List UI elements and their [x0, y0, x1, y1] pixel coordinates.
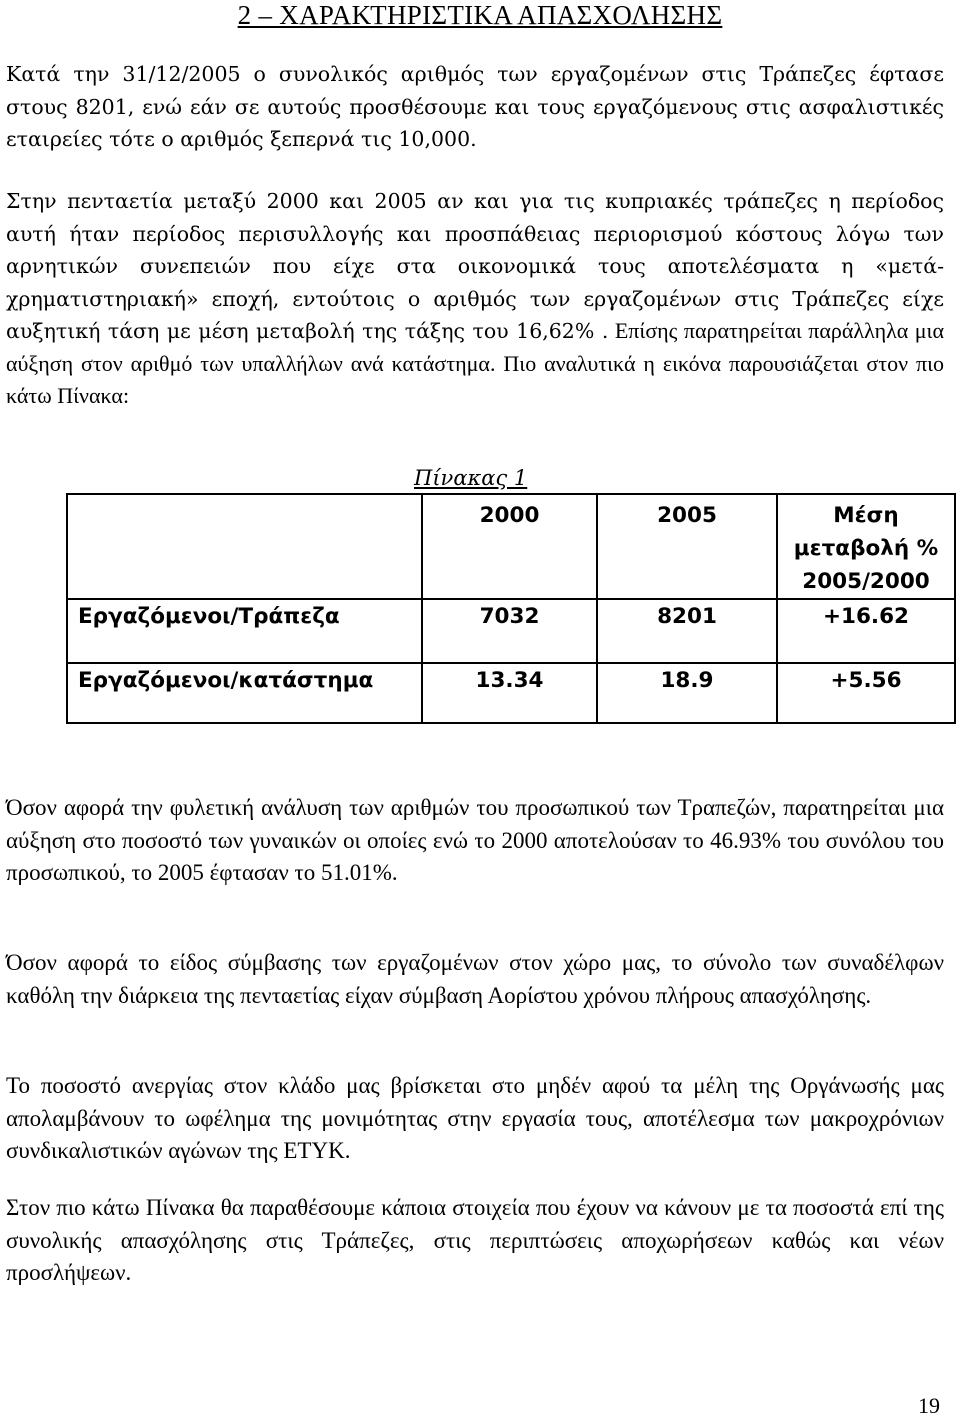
- table-header-change-line2: μεταβολή %: [793, 536, 939, 561]
- table-header-row: [67, 494, 955, 599]
- paragraph-gender-analysis: Όσον αφορά την φυλετική ανάλυση των αριθμών του προσωπικού των Τραπεζών, παρατηρείται μια αύξηση στο ποσοστό των γυναικών οι οποίες ενώ το 2000 αποτελούσαν το 46.93% του συνόλου του προσωπικού, το 2005 έφτασαν το 51.01%.: [6, 795, 944, 885]
- paragraph-contract-type: Όσον αφορά το είδος σύμβασης των εργαζομένων στον χώρο μας, το σύνολο των συναδέλφων καθόλη την διάρκεια της πενταετίας είχαν σύμβαση Αορίστου χρόνου πλήρους απασχόλησης.: [6, 950, 944, 1008]
- row-value-2000: 7032: [422, 599, 597, 663]
- row-value-2000: 13.34: [422, 663, 597, 723]
- employment-table: [66, 493, 956, 724]
- table-header-change: [777, 494, 955, 599]
- table-header-2000: 2000: [422, 494, 597, 599]
- table-header-change-line3: 2005/2000: [802, 569, 930, 594]
- row-label: Εργαζόμενοι/Τράπεζα: [67, 599, 422, 663]
- table-header-empty-cell: [67, 494, 422, 599]
- table-caption: Πίνακας 1: [414, 466, 528, 490]
- paragraph-five-year-period: [6, 185, 944, 413]
- paragraph-next-table-intro: Στον πιο κάτω Πίνακα θα παραθέσουμε κάποια στοιχεία που έχουν να κάνουν με τα ποσοστά επί της συνολικής απασχόλησης στις Τράπεζες, στις περιπτώσεις αποχωρήσεων καθώς και νέων προσλήψεων.: [6, 1195, 944, 1285]
- paragraph-total-employees: Κατά την 31/12/2005 ο συνολικός αριθμός των εργαζομένων στις Τράπεζες έφτασε στους 8201, ενώ εάν σε αυτούς προσθέσουμε και τους εργαζόμενους στις ασφαλιστικές εταιρείες τότε ο αριθμός ξεπερνά τις 10,000.: [6, 62, 944, 151]
- row-value-change: +16.62: [777, 599, 955, 663]
- paragraph-table-intro-text: Πιο αναλυτικά η εικόνα παρουσιάζεται στον πιο κάτω Πίνακα:: [6, 350, 944, 408]
- row-value-2005: 18.9: [597, 663, 777, 723]
- table-header-change-line1: Μέση: [833, 503, 899, 528]
- paragraph-five-year-period-text: Στην πενταετία μεταξύ 2000 και 2005 αν και για τις κυπριακές τράπεζες η περίοδος αυτή ήταν περίοδος περισυλλογής και προσπάθειας περιορισμού κόστους λόγω των αρνητικών συνεπειών που είχε στα οικονομικά τους αποτελέσματα η «μετά-χρηματιστηριακή» εποχή, εντούτοις ο αριθμός των εργαζομένων στις Τράπεζες είχε αυξητική τάση με μέση μεταβολή της τάξης του 16,62% .: [6, 189, 944, 343]
- row-label: Εργαζόμενοι/κατάστημα: [67, 663, 422, 723]
- row-value-2005: 8201: [597, 599, 777, 663]
- paragraph-branch-increase-text: Επίσης παρατηρείται παράλληλα μια αύξηση στον αριθμό των υπαλλήλων ανά κατάστημα.: [6, 318, 945, 376]
- row-value-change: +5.56: [777, 663, 955, 723]
- table-row: [67, 599, 955, 663]
- section-heading: 2 – ΧΑΡΑΚΤΗΡΙΣΤΙΚΑ ΑΠΑΣΧΟΛΗΣΗΣ: [237, 0, 723, 30]
- table-row: [67, 663, 955, 723]
- paragraph-unemployment: Το ποσοστό ανεργίας στον κλάδο μας βρίσκεται στο μηδέν αφού τα μέλη της Οργάνωσής μας απολαμβάνουν το ωφέλημα της μονιμότητας στην εργασία τους, αποτέλεσμα των μακροχρόνιων συνδικαλιστικών αγώνων της ΕΤΥΚ.: [6, 1073, 944, 1163]
- page-number: 19: [918, 1393, 940, 1418]
- table-header-2005: 2005: [597, 494, 777, 599]
